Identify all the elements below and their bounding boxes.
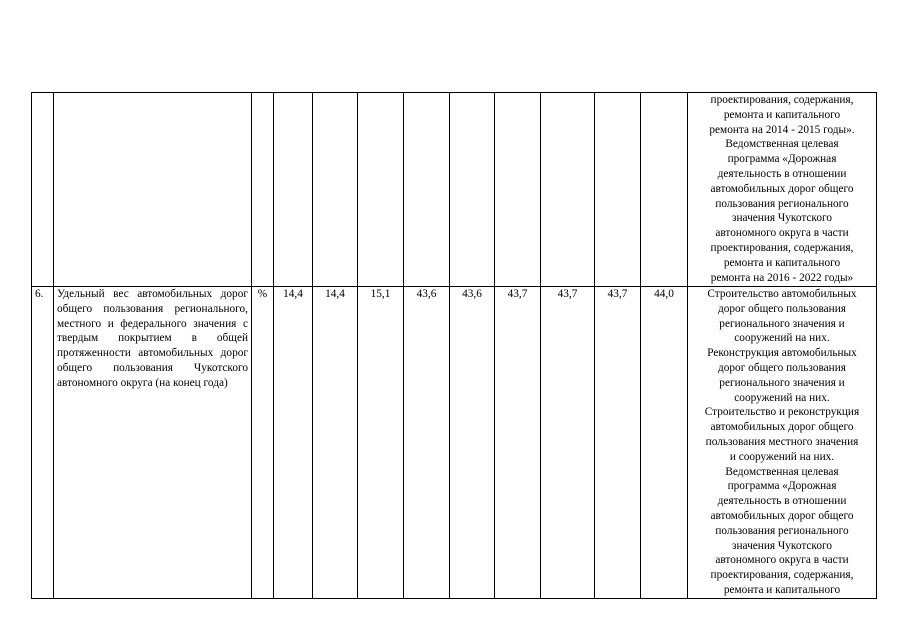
- row-number: [32, 93, 54, 287]
- value-cell: [595, 93, 641, 287]
- row-number: 6.: [32, 287, 54, 599]
- value-cell: 15,1: [358, 287, 404, 599]
- unit-cell: [252, 93, 274, 287]
- value-cell: 43,7: [541, 287, 595, 599]
- value-cell: [313, 93, 358, 287]
- value-cell: [404, 93, 450, 287]
- value-cell: 43,7: [595, 287, 641, 599]
- value-cell: [495, 93, 541, 287]
- value-cell: 44,0: [641, 287, 688, 599]
- unit-cell: %: [252, 287, 274, 599]
- value-cell: 14,4: [274, 287, 313, 599]
- value-cell: 43,6: [404, 287, 450, 599]
- value-cell: [541, 93, 595, 287]
- table-row: [32, 287, 877, 599]
- indicator-name: [54, 93, 252, 287]
- value-cell: 43,6: [450, 287, 495, 599]
- value-cell: [450, 93, 495, 287]
- indicator-name: Удельный вес автомобильных дорог общего пользования регионального, местного и федерального значения с твердым покрытием в общей протяженности автомобильных дорог общего пользования Чукотского автономного округа (на конец года): [54, 287, 252, 599]
- value-cell: 14,4: [313, 287, 358, 599]
- value-cell: [641, 93, 688, 287]
- table-row: [32, 93, 877, 287]
- program-cell: Строительство автомобильных дорог общего пользования регионального значения и сооружений на них. Реконструкция автомобильных дорог общего пользования регионального значения и сооружений на них. Строительство и реконструкция автомобильных дорог общего пользования местного значения и сооружений на них. Ведомственная целевая программа «Дорожная деятельность в отношении автомобильных дорог общего пользования регионального значения Чукотского автономного округа в части проектирования, содержания, ремонта и капитального: [688, 287, 877, 599]
- value-cell: [358, 93, 404, 287]
- value-cell: [274, 93, 313, 287]
- indicators-table: [31, 92, 877, 599]
- program-cell: проектирования, содержания, ремонта и капитального ремонта на 2014 - 2015 годы». Ведомственная целевая программа «Дорожная деятельность в отношении автомобильных дорог общего пользования регионального значения Чукотского автономного округа в части проектирования, содержания, ремонта и капитального ремонта на 2016 - 2022 годы»: [688, 93, 877, 287]
- value-cell: 43,7: [495, 287, 541, 599]
